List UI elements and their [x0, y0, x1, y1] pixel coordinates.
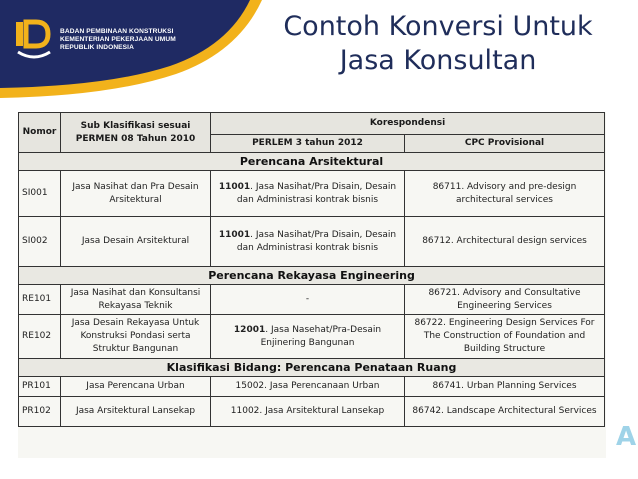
- table-row: [19, 285, 605, 315]
- corner-watermark: [606, 408, 638, 468]
- cell-nomor: RE101: [19, 285, 61, 315]
- cell-nomor: PR102: [19, 397, 61, 427]
- table-row: [19, 377, 605, 397]
- perlem-text: 11002. Jasa Arsitektural Lansekap: [230, 406, 385, 416]
- cell-cpc: 86712. Architectural design services: [405, 217, 605, 267]
- cell-cpc: 86722. Engineering Design Services For The Construction of Foundation and Building Structure: [405, 315, 605, 359]
- section-title: Perencana Arsitektural: [19, 153, 605, 171]
- title-line-1: Contoh Konversi Untuk: [283, 11, 593, 42]
- cell-nomor: RE102: [19, 315, 61, 359]
- perlem-text: . Jasa Nasihat/Pra Disain, Desain dan Administrasi kontrak bisnis: [236, 229, 397, 253]
- header-subklasifikasi: Sub Klasifikasi sesuai PERMEN 08 Tahun 2010: [61, 113, 211, 153]
- table-row: [19, 217, 605, 267]
- cell-perlem: [211, 285, 405, 315]
- slide-title: [268, 10, 608, 78]
- table-header-row: [19, 113, 605, 135]
- org-line-1: BADAN PEMBINAAN KONSTRUKSI: [60, 28, 174, 35]
- section-row: [19, 267, 605, 285]
- cell-cpc: 86721. Advisory and Consultative Engineering Services: [405, 285, 605, 315]
- perlem-code: 12001: [233, 324, 266, 335]
- watermark-glyph-icon: A: [616, 422, 637, 452]
- section-row: [19, 153, 605, 171]
- cell-subklasifikasi: Jasa Arsitektural Lansekap: [61, 397, 211, 427]
- pu-logo-icon: [14, 18, 54, 62]
- cell-perlem: [211, 377, 405, 397]
- cell-subklasifikasi: Jasa Nasihat dan Konsultansi Rekayasa Teknik: [61, 285, 211, 315]
- conversion-table: [18, 112, 605, 427]
- header-cpc: CPC Provisional: [405, 135, 605, 153]
- header-nomor: Nomor: [19, 113, 61, 153]
- conversion-table-container: [18, 112, 606, 458]
- perlem-code: 11001: [218, 181, 251, 192]
- cell-subklasifikasi: Jasa Desain Rekayasa Untuk Konstruksi Pondasi serta Struktur Bangunan: [61, 315, 211, 359]
- cell-subklasifikasi: Jasa Perencana Urban: [61, 377, 211, 397]
- header-perlem: PERLEM 3 tahun 2012: [211, 135, 405, 153]
- table-row: [19, 315, 605, 359]
- cell-cpc: 86741. Urban Planning Services: [405, 377, 605, 397]
- cell-nomor: SI002: [19, 217, 61, 267]
- section-row: [19, 359, 605, 377]
- perlem-code: 11001: [218, 229, 251, 240]
- title-line-2: Jasa Konsultan: [339, 45, 537, 76]
- cell-perlem: [211, 315, 405, 359]
- cell-perlem: [211, 217, 405, 267]
- organization-name: [60, 28, 176, 52]
- ministry-logo: [14, 18, 176, 62]
- cell-subklasifikasi: Jasa Desain Arsitektural: [61, 217, 211, 267]
- header-korespondensi: Korespondensi: [211, 113, 605, 135]
- cell-perlem: [211, 397, 405, 427]
- table-row: [19, 171, 605, 217]
- cell-nomor: SI001: [19, 171, 61, 217]
- org-line-2: KEMENTERIAN PEKERJAAN UMUM: [60, 36, 176, 43]
- cell-perlem: [211, 171, 405, 217]
- section-title: Perencana Rekayasa Engineering: [19, 267, 605, 285]
- cell-nomor: PR101: [19, 377, 61, 397]
- perlem-text: -: [305, 294, 310, 304]
- table-row: [19, 397, 605, 427]
- perlem-text: . Jasa Nasehat/Pra-Desain Enjinering Bangunan: [260, 324, 382, 348]
- perlem-text: 15002. Jasa Perencanaan Urban: [235, 381, 380, 391]
- section-title: Klasifikasi Bidang: Perencana Penataan Ruang: [19, 359, 605, 377]
- cell-subklasifikasi: Jasa Nasihat dan Pra Desain Arsitektural: [61, 171, 211, 217]
- perlem-text: . Jasa Nasihat/Pra Disain, Desain dan Administrasi kontrak bisnis: [236, 181, 397, 205]
- org-line-3: REPUBLIK INDONESIA: [60, 44, 134, 51]
- cell-cpc: 86711. Advisory and pre-design architectural services: [405, 171, 605, 217]
- cell-cpc: 86742. Landscape Architectural Services: [405, 397, 605, 427]
